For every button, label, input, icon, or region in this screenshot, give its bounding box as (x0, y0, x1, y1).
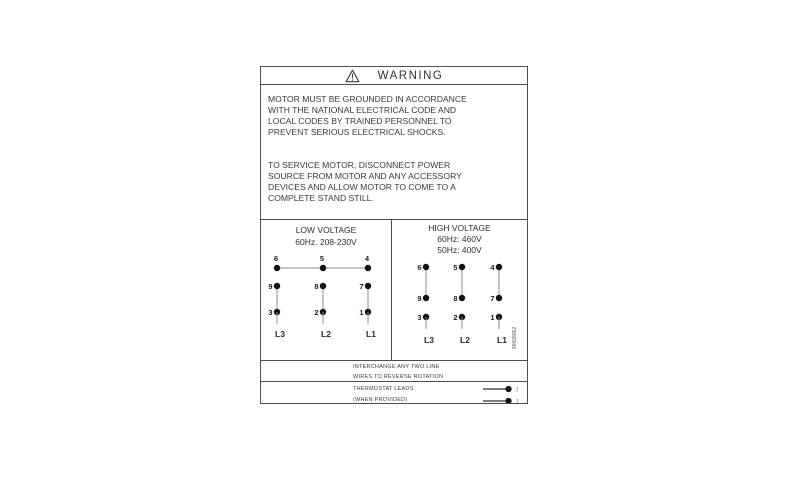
text-line: LOCAL CODES BY TRAINED PERSONNEL TO (268, 116, 452, 126)
text-line: MOTOR MUST BE GROUNDED IN ACCORDANCE (268, 94, 467, 104)
low-voltage-title: LOW VOLTAGE (295, 225, 357, 235)
terminal-number: 4 (490, 263, 495, 272)
low-voltage-heading (261, 220, 391, 248)
terminal-dot (320, 265, 326, 271)
terminal-dot (496, 295, 502, 301)
text-line: WITH THE NATIONAL ELECTRICAL CODE AND (268, 105, 457, 115)
lead-j-label: J (515, 385, 519, 394)
terminal-number: 4 (364, 254, 370, 263)
terminal-number: 1 (490, 313, 495, 322)
terminal-dot (365, 265, 371, 271)
terminal-number: 7 (490, 294, 495, 303)
terminal-number: 6 (417, 263, 422, 272)
thermostat-note-line1: THERMOSTAT LEADS (353, 386, 414, 392)
thermostat-note-line2: (WHEN PROVIDED) (353, 397, 408, 403)
terminal-number: 3 (417, 313, 422, 322)
text-line: DEVICES AND ALLOW MOTOR TO COME TO A (268, 182, 456, 192)
terminal-dot (459, 295, 465, 301)
terminal-number: 8 (314, 282, 319, 291)
service-paragraph (268, 160, 520, 204)
low-voltage-panel (261, 220, 392, 360)
warning-triangle-icon (345, 69, 360, 83)
lead-j-label: J (515, 397, 519, 406)
line-lead-label: L3 (275, 329, 285, 339)
terminal-number: 5 (319, 254, 325, 263)
thermostat-lead-symbol (482, 384, 524, 394)
low-voltage-subtitle: 60Hz. 208-230V (295, 236, 357, 247)
text-line: PREVENT SERIOUS ELECTRICAL SHOCKS. (268, 127, 446, 137)
terminal-dot (459, 264, 465, 270)
terminal-number: 7 (359, 282, 364, 291)
line-lead-label: L3 (424, 335, 434, 345)
thermostat-lead-symbol (482, 396, 524, 404)
text-line: SOURCE FROM MOTOR AND ANY ACCESSORY (268, 171, 462, 181)
motor-warning-label (260, 66, 528, 404)
terminal-dot (274, 265, 280, 271)
text-line: TO SERVICE MOTOR, DISCONNECT POWER (268, 160, 451, 170)
thermostat-leads-band (261, 382, 527, 406)
interchange-note-band (261, 361, 527, 382)
high-voltage-wiring-diagram (392, 258, 527, 360)
thermostat-note (353, 384, 414, 404)
warning-title: WARNING (377, 69, 444, 82)
high-voltage-panel (392, 220, 527, 360)
terminal-dot (320, 283, 326, 289)
terminal-number: 1 (359, 308, 364, 317)
terminal-number: 5 (453, 263, 458, 272)
warning-text-section (261, 85, 527, 220)
lead-dot (505, 386, 511, 392)
interchange-note (353, 363, 443, 382)
terminal-number: 8 (453, 294, 458, 303)
line-lead-label: L2 (460, 335, 470, 345)
terminal-dot (274, 283, 280, 289)
high-voltage-heading (392, 220, 527, 258)
terminal-number: 6 (273, 254, 279, 263)
terminal-number: 2 (453, 313, 458, 322)
text-line: COMPLETE STAND STILL. (268, 193, 374, 203)
terminal-number: 3 (268, 308, 273, 317)
line-lead-label: L1 (366, 329, 376, 339)
terminal-dot (365, 283, 371, 289)
interchange-note-line1: INTERCHANGE ANY TWO LINE (353, 364, 440, 370)
high-voltage-subtitle-60hz: 60Hz: 460V (437, 234, 482, 244)
line-lead-label: L2 (321, 329, 331, 339)
terminal-number: 9 (268, 282, 273, 291)
low-voltage-wiring-diagram (261, 248, 391, 360)
lead-dot (505, 398, 511, 404)
voltage-section (261, 220, 527, 361)
terminal-dot (423, 264, 429, 270)
interchange-note-line2: WIRES TO REVERSE ROTATION (353, 373, 444, 380)
line-lead-label: L1 (497, 335, 507, 345)
terminal-number: 9 (417, 294, 422, 303)
terminal-dot (496, 264, 502, 270)
terminal-number: 2 (314, 308, 319, 317)
high-voltage-title: HIGH VOLTAGE (428, 223, 491, 233)
grounding-paragraph (268, 94, 520, 138)
high-voltage-subtitle-50hz: 50Hz: 400V (437, 245, 482, 255)
part-number: 96608062 (512, 326, 518, 350)
terminal-dot (423, 295, 429, 301)
warning-header (261, 67, 527, 85)
